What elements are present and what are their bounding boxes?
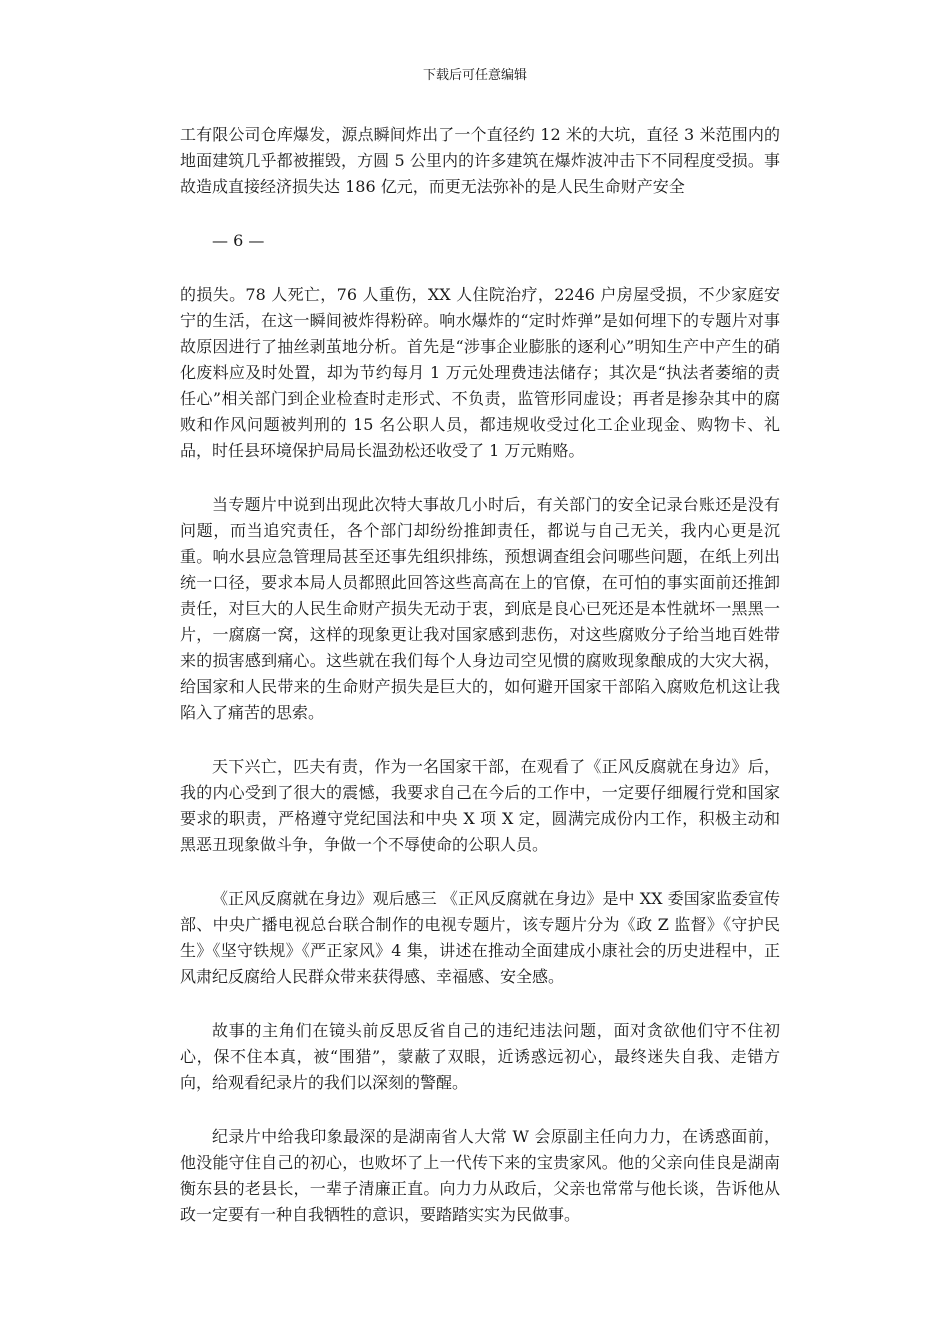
paragraph-continuation: 工有限公司仓库爆发，源点瞬间炸出了一个直径约 12 米的大坑，直径 3 米范围内的地面建筑几乎都被摧毁，方圆 5 公里内的许多建筑在爆炸波冲击下不同程度受损。事故造成直接经济损失达 186 亿元，而更无法弥补的是人民生命财产安全: [180, 125, 780, 196]
page-header: [0, 66, 950, 86]
paragraph: 当专题片中说到出现此次特大事故几小时后，有关部门的安全记录台账还是没有问题，而当追究责任，各个部门却纷纷推卸责任，都说与自己无关，我内心更是沉重。响水县应急管理局甚至还事先组织排练，预想调查组会问哪些问题，在纸上列出统一口径，要求本局人员都照此回答这些高高在上的官僚，在可怕的事实面前还推卸责任，对巨大的人民生命财产损失无动于衷，到底是良心已死还是本性就坏一黑黑一片，一腐腐一窝，这样的现象更让我对国家感到悲伤，对这些腐败分子给当地百姓带来的损害感到痛心。这些就在我们每个人身边司空见惯的腐败现象酿成的大灾大祸，给国家和人民带来的生命财产损失是巨大的，如何避开国家干部陷入腐败危机这让我陷入了痛苦的思索。: [180, 495, 780, 722]
page-number: — 6 —: [212, 231, 265, 250]
document-body: [180, 122, 780, 1256]
header-note: 下载后可任意编辑: [422, 68, 527, 83]
paragraph: 纪录片中给我印象最深的是湖南省人大常 W 会原副主任向力力，在诱惑面前，他没能守住自己的初心，也败坏了上一代传下来的宝贵家风。他的父亲向佳良是湖南衡东县的老县长，一辈子清廉正直。向力力从政后，父亲也常常与他长谈，告诉他从政一定要有一种自我牺牲的意识，要踏踏实实为民做事。: [180, 1127, 780, 1224]
paragraph: 的损失。78 人死亡，76 人重伤，XX 人住院治疗，2246 户房屋受损，不少家庭安宁的生活，在这一瞬间被炸得粉碎。响水爆炸的“定时炸弹”是如何埋下的专题片对事故原因进行了抽丝剥茧地分析。首先是“涉事企业膨胀的逐利心”明知生产中产生的硝化废料应及时处置，却为节约每月 1 万元处理费违法储存；其次是“执法者萎缩的责任心”相关部门到企业检查时走形式、不负责，监管形同虚设；再者是掺杂其中的腐败和作风问题被判刑的 15 名公职人员，都违规收受过化工企业现金、购物卡、礼品，时任县环境保护局局长温劲松还收受了 1 万元贿赂。: [180, 285, 780, 460]
paragraph: 天下兴亡，匹夫有责，作为一名国家干部，在观看了《正风反腐就在身边》后，我的内心受到了很大的震憾，我要求自己在今后的工作中，一定要仔细履行党和国家要求的职责，严格遵守党纪国法和中央 X 项 X 定，圆满完成份内工作，积极主动和黑恶丑现象做斗争，争做一个不辱使命的公职人员。: [180, 757, 780, 854]
paragraph: 《正风反腐就在身边》观后感三 《正风反腐就在身边》是中 XX 委国家监委宣传部、中央广播电视总台联合制作的电视专题片，该专题片分为《政 Z 监督》《守护民生》《坚守铁规》《严正家风》4 集，讲述在推动全面建成小康社会的历史进程中，正风肃纪反腐给人民群众带来获得感、幸福感、安全感。: [180, 889, 780, 986]
paragraph: 故事的主角们在镜头前反思反省自己的违纪违法问题，面对贪欲他们守不住初心，保不住本真，被“围猎”，蒙蔽了双眼，近诱惑远初心，最终迷失自我、走错方向，给观看纪录片的我们以深刻的警醒。: [180, 1021, 780, 1092]
